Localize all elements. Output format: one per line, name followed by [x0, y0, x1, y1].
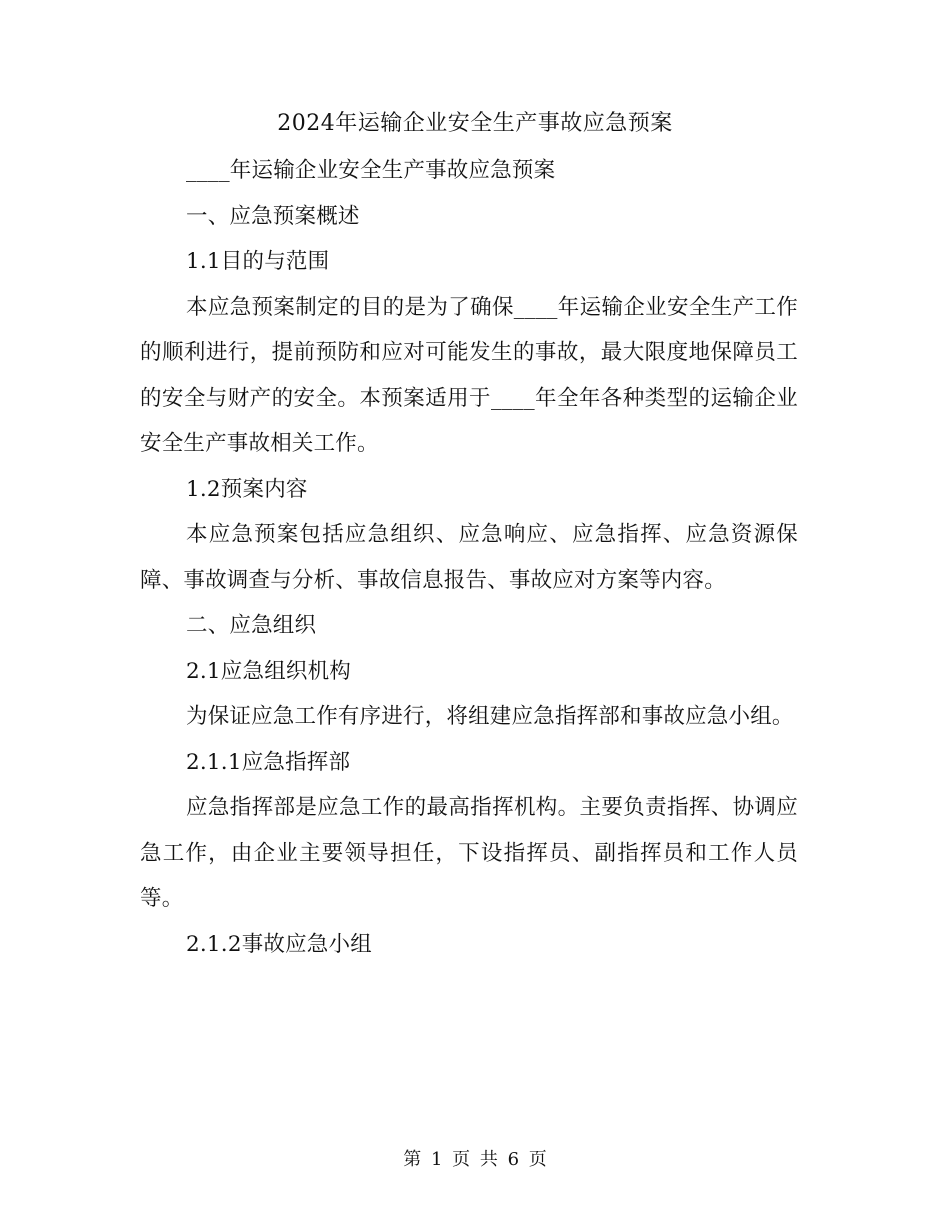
subsection-heading-1-1: 1.1目的与范围 — [186, 249, 330, 274]
paragraph-organization: 为保证应急工作有序进行，将组建应急指挥部和事故应急小组。 — [186, 704, 794, 729]
paragraph-subtitle: ____年运输企业安全生产事故应急预案 — [186, 158, 556, 183]
subsection-heading-2-1-2: 2.1.2事故应急小组 — [186, 931, 372, 957]
subsection-heading-2-1-1: 2.1.1应急指挥部 — [186, 749, 351, 775]
section-heading-2: 二、应急组织 — [186, 613, 317, 638]
paragraph-purpose-scope: 本应急预案制定的目的是为了确保____年运输企业安全生产工作的顺利进行，提前预防和应对可能发生的事故，最大限度地保障员工的安全与财产的安全。本预案适用于____年全年各种类型的运输企业安全生产事故相关工作。 — [140, 294, 798, 456]
subsection-heading-1-2: 1.2预案内容 — [186, 476, 308, 502]
document-body — [140, 148, 798, 967]
page-number-footer: 第 1 页 共 6 页 — [403, 1149, 547, 1170]
paragraph-command-center: 应急指挥部是应急工作的最高指挥机构。主要负责指挥、协调应急工作，由企业主要领导担任，下设指挥员、副指挥员和工作人员等。 — [140, 795, 798, 911]
subsection-heading-2-1: 2.1应急组织机构 — [186, 658, 351, 684]
document-title: 2024年运输企业安全生产事故应急预案 — [277, 111, 673, 136]
section-heading-1: 一、应急预案概述 — [186, 203, 360, 229]
paragraph-plan-content: 本应急预案包括应急组织、应急响应、应急指挥、应急资源保障、事故调查与分析、事故信息报告、事故应对方案等内容。 — [140, 522, 798, 593]
